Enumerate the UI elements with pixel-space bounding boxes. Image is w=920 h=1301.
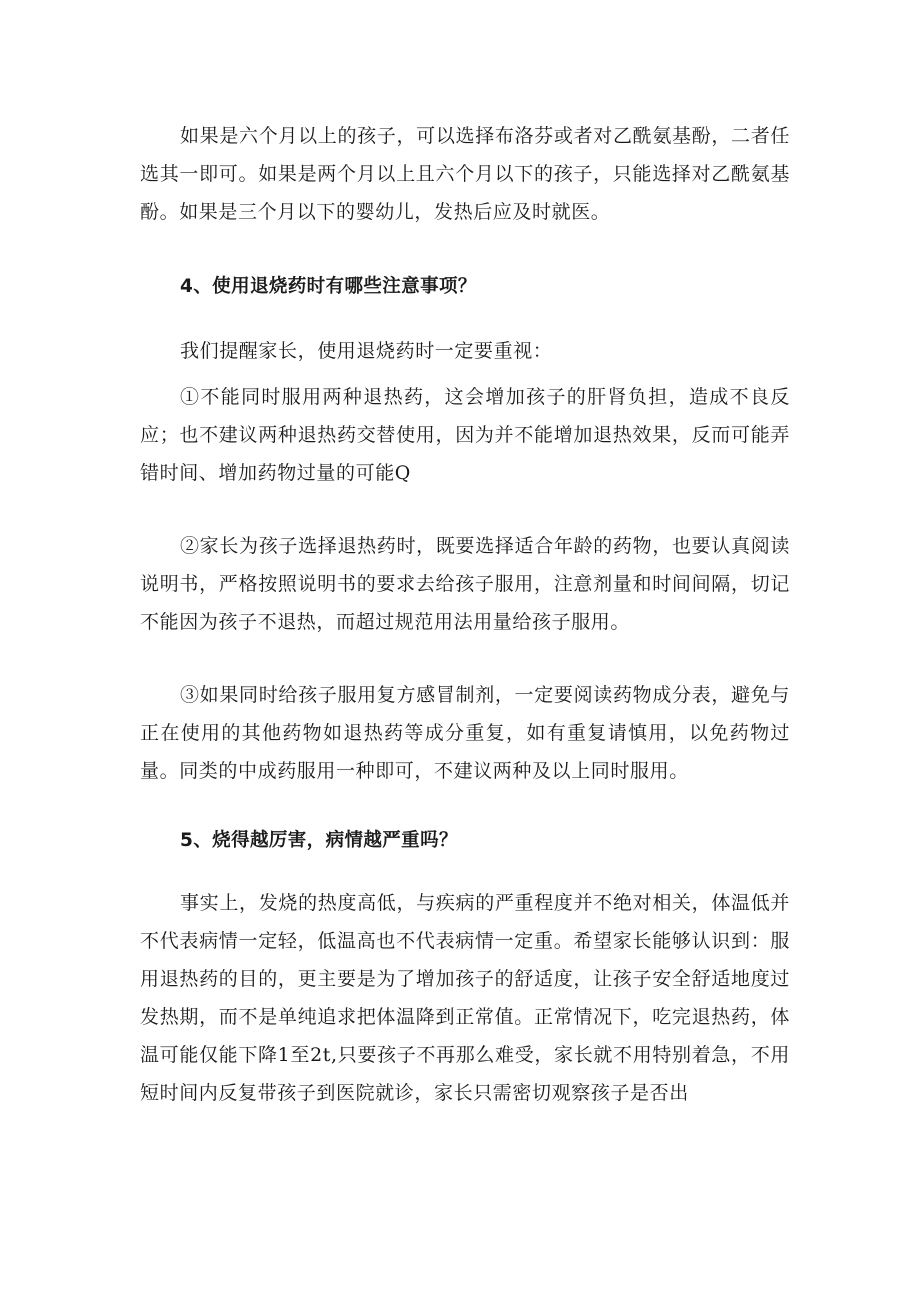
paragraph-text: ②家长为孩子选择退热药时，既要选择适合年龄的药物，也要认真阅读说明书，严格按照说明书的要求去给孩子服用，注意剂量和时间间隔，切记不能因为孩子不退热，而超过规范用法用量给孩子服用。	[140, 535, 790, 633]
paragraph-reminder	[140, 332, 790, 370]
paragraph-text: ①不能同时服用两种退热药，这会增加孩子的肝肾负担，造成不良反应；也不建议两种退热药交替使用，因为并不能增加退热效果，反而可能弄错时间、增加药物过量的可能Q	[140, 386, 790, 484]
paragraph-text: 我们提醒家长，使用退烧药时一定要重视：	[180, 340, 553, 362]
paragraph-item-3	[140, 676, 790, 790]
section-heading: 4、使用退烧药时有哪些注意事项？	[180, 276, 477, 297]
section-heading: 5、烧得越厉害，病情越严重吗？	[180, 830, 458, 851]
heading-section-4	[140, 268, 790, 306]
paragraph-text: 如果是六个月以上的孩子，可以选择布洛芬或者对乙酰氨基酚，二者任选其一即可。如果是两个月以上且六个月以下的孩子，只能选择对乙酰氨基酚。如果是三个月以下的婴幼儿，发热后应及时就医。	[140, 125, 790, 223]
paragraph-fever-severity	[140, 884, 790, 1112]
paragraph-item-1	[140, 378, 790, 492]
paragraph-item-2	[140, 527, 790, 641]
paragraph-text: ③如果同时给孩子服用复方感冒制剂，一定要阅读药物成分表，避免与正在使用的其他药物如退热药等成分重复，如有重复请慎用，以免药物过量。同类的中成药服用一种即可，不建议两种及以上同时服用。	[140, 684, 790, 782]
heading-section-5	[140, 822, 790, 860]
paragraph-age-selection	[140, 117, 790, 231]
paragraph-text: 事实上，发烧的热度高低，与疾病的严重程度并不绝对相关，体温低并不代表病情一定轻，低温高也不代表病情一定重。希望家长能够认识到：服用退热药的目的，更主要是为了增加孩子的舒适度，让孩子安全舒适地度过发热期，而不是单纯追求把体温降到正常值。正常情况下，吃完退热药，体温可能仅能下降1至2t,只要孩子不再那么难受，家长就不用特别着急，不用短时间内反复带孩子到医院就诊，家长只需密切观察孩子是否出	[140, 892, 790, 1104]
